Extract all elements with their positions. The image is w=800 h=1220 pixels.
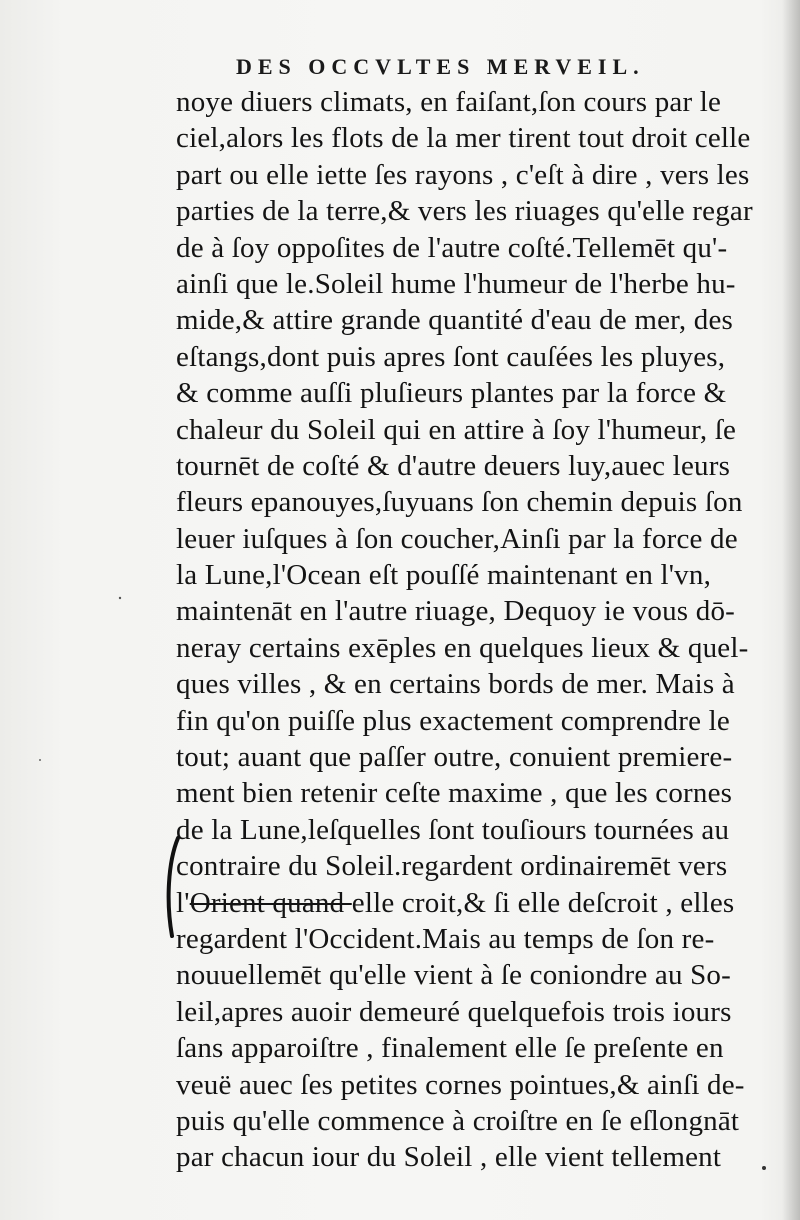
text-line: ainſi que le.Soleil hume l'humeur de l'herbe hu- — [176, 267, 736, 300]
text-line: la Lune,l'Ocean eſt pouſſé maintenant en l'vn, — [176, 559, 712, 592]
text-line: de la Lune,leſquelles ſont touſiours tournées au — [176, 813, 730, 846]
text-line: ciel,alors les flots de la mer tirent tout droit celle — [176, 122, 751, 155]
text-line: ſans apparoiſtre , finalement elle ſe preſente en — [176, 1032, 724, 1065]
text-line: ques villes , & en certains bords de mer. Mais à — [176, 668, 735, 701]
text-line: leuer iuſques à ſon coucher,Ainſi par la force de — [176, 522, 738, 555]
text-line: nouuellemēt qu'elle vient à ſe coniondre au So- — [176, 959, 731, 992]
text-line: & comme auſſi pluſieurs plantes par la force & — [176, 377, 727, 410]
text-line: eſtangs,dont puis apres ſont cauſées les pluyes, — [176, 340, 726, 373]
text-line: leil,apres auoir demeuré quelquefois trois iours — [176, 995, 732, 1028]
text-line: fleurs epanouyes,ſuyuans ſon chemin depuis ſon — [176, 486, 743, 519]
text-line: puis qu'elle commence à croiſtre en ſe eſlongnāt — [176, 1104, 740, 1137]
running-head: DES OCCVLTES MERVEIL. — [236, 54, 645, 79]
text-line: de à ſoy oppoſites de l'autre coſté.Tellemēt qu'- — [176, 231, 728, 264]
text-line: tournēt de coſté & d'autre deuers luy,auec leurs — [176, 449, 731, 482]
text-line: l'Orient quand elle croit,& ſi elle deſcroit , elles — [176, 886, 735, 919]
text-line: chaleur du Soleil qui en attire à ſoy l'humeur, ſe — [176, 413, 737, 446]
text-line: tout; auant que paſſer outre, conuient premiere- — [176, 741, 733, 774]
text-line: fin qu'on puiſſe plus exactement comprendre le — [176, 704, 730, 737]
text-line: part ou elle iette ſes rayons , c'eſt à dire , vers les — [176, 158, 750, 191]
text-line: contraire du Soleil.regardent ordinairemēt vers — [176, 850, 728, 883]
text-line: mide,& attire grande quantité d'eau de mer, des — [176, 304, 734, 337]
text-line: par chacun iour du Soleil , elle vient tellement — [176, 1141, 722, 1174]
text-line: noye diuers climats, en faiſant,ſon cours par le — [176, 86, 722, 118]
text-line: ment bien retenir ceſte maxime , que les cornes — [176, 777, 733, 810]
text-line: parties de la terre,& vers les riuages qu'elle regar — [176, 195, 753, 228]
text-line: neray certains exēples en quelques lieux & quel- — [176, 631, 749, 664]
text-line: veuë auec ſes petites cornes pointues,& ainſi de- — [176, 1068, 745, 1101]
text-line: maintenāt en l'autre riuage, Dequoy ie vous dō- — [176, 595, 735, 628]
text-line: regardent l'Occident.Mais au temps de ſon re- — [176, 922, 715, 955]
